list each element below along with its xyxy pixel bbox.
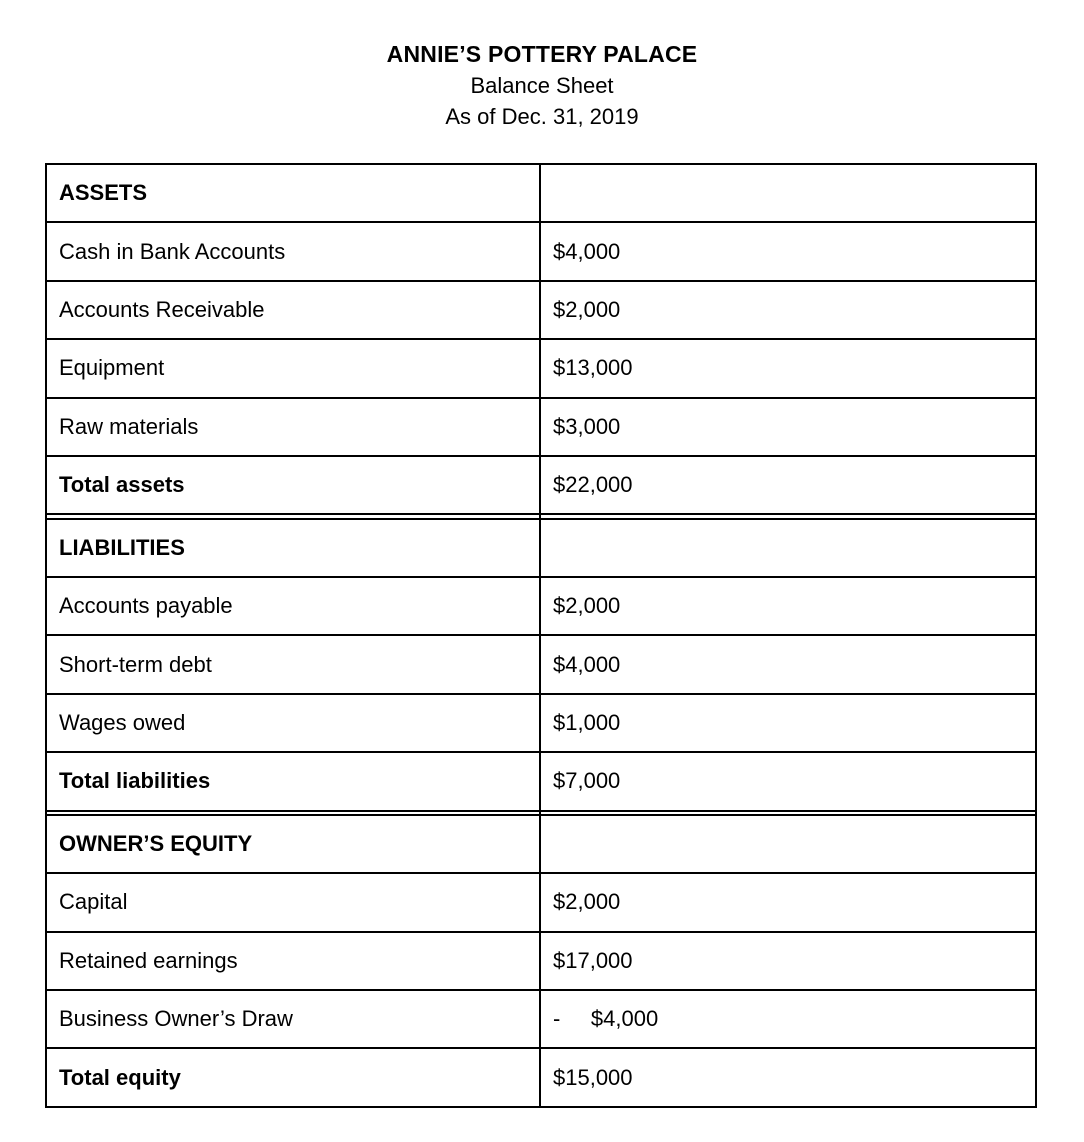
row-label-cell: Business Owner’s Draw bbox=[46, 990, 540, 1048]
table-row bbox=[46, 1048, 1036, 1107]
document-header bbox=[0, 0, 1084, 132]
row-label-cell: ASSETS bbox=[46, 164, 540, 222]
row-value-cell: $4,000 bbox=[540, 635, 1036, 693]
row-value-cell: - $4,000 bbox=[540, 990, 1036, 1048]
balance-sheet-body bbox=[46, 164, 1036, 1107]
row-value-cell: $2,000 bbox=[540, 577, 1036, 635]
row-label-cell: Retained earnings bbox=[46, 932, 540, 990]
table-row bbox=[46, 222, 1036, 280]
row-label-cell: OWNER’S EQUITY bbox=[46, 815, 540, 873]
table-row bbox=[46, 577, 1036, 635]
document-date: As of Dec. 31, 2019 bbox=[445, 104, 639, 129]
row-label-cell: Wages owed bbox=[46, 694, 540, 752]
row-value-cell: $1,000 bbox=[540, 694, 1036, 752]
row-label-cell: LIABILITIES bbox=[46, 519, 540, 577]
row-label-cell: Equipment bbox=[46, 339, 540, 397]
table-row bbox=[46, 694, 1036, 752]
row-label-cell: Short-term debt bbox=[46, 635, 540, 693]
table-row bbox=[46, 932, 1036, 990]
table-row bbox=[46, 752, 1036, 810]
document-title: Balance Sheet bbox=[470, 73, 614, 98]
row-value-cell: $2,000 bbox=[540, 281, 1036, 339]
table-row bbox=[46, 339, 1036, 397]
table-row bbox=[46, 281, 1036, 339]
table-row bbox=[46, 873, 1036, 931]
table-row bbox=[46, 990, 1036, 1048]
row-label-cell: Accounts Receivable bbox=[46, 281, 540, 339]
row-value-cell: $4,000 bbox=[540, 222, 1036, 280]
row-label-cell: Total equity bbox=[46, 1048, 540, 1107]
row-value-cell: $15,000 bbox=[540, 1048, 1036, 1107]
row-label-cell: Total liabilities bbox=[46, 752, 540, 810]
table-row bbox=[46, 456, 1036, 514]
table-row bbox=[46, 164, 1036, 222]
table-row bbox=[46, 519, 1036, 577]
row-label-cell: Capital bbox=[46, 873, 540, 931]
row-value-cell: $22,000 bbox=[540, 456, 1036, 514]
row-value-cell: $13,000 bbox=[540, 339, 1036, 397]
row-label-cell: Raw materials bbox=[46, 398, 540, 456]
row-value-cell bbox=[540, 164, 1036, 222]
table-row bbox=[46, 815, 1036, 873]
row-label-cell: Total assets bbox=[46, 456, 540, 514]
row-label-cell: Cash in Bank Accounts bbox=[46, 222, 540, 280]
table-row bbox=[46, 398, 1036, 456]
row-value-cell: $7,000 bbox=[540, 752, 1036, 810]
row-value-cell bbox=[540, 815, 1036, 873]
company-name: ANNIE’S POTTERY PALACE bbox=[386, 41, 698, 67]
row-value-cell: $17,000 bbox=[540, 932, 1036, 990]
balance-sheet-table bbox=[45, 163, 1037, 1108]
row-value-cell bbox=[540, 519, 1036, 577]
row-value-cell: $3,000 bbox=[540, 398, 1036, 456]
row-value-cell: $2,000 bbox=[540, 873, 1036, 931]
row-label-cell: Accounts payable bbox=[46, 577, 540, 635]
table-row bbox=[46, 635, 1036, 693]
